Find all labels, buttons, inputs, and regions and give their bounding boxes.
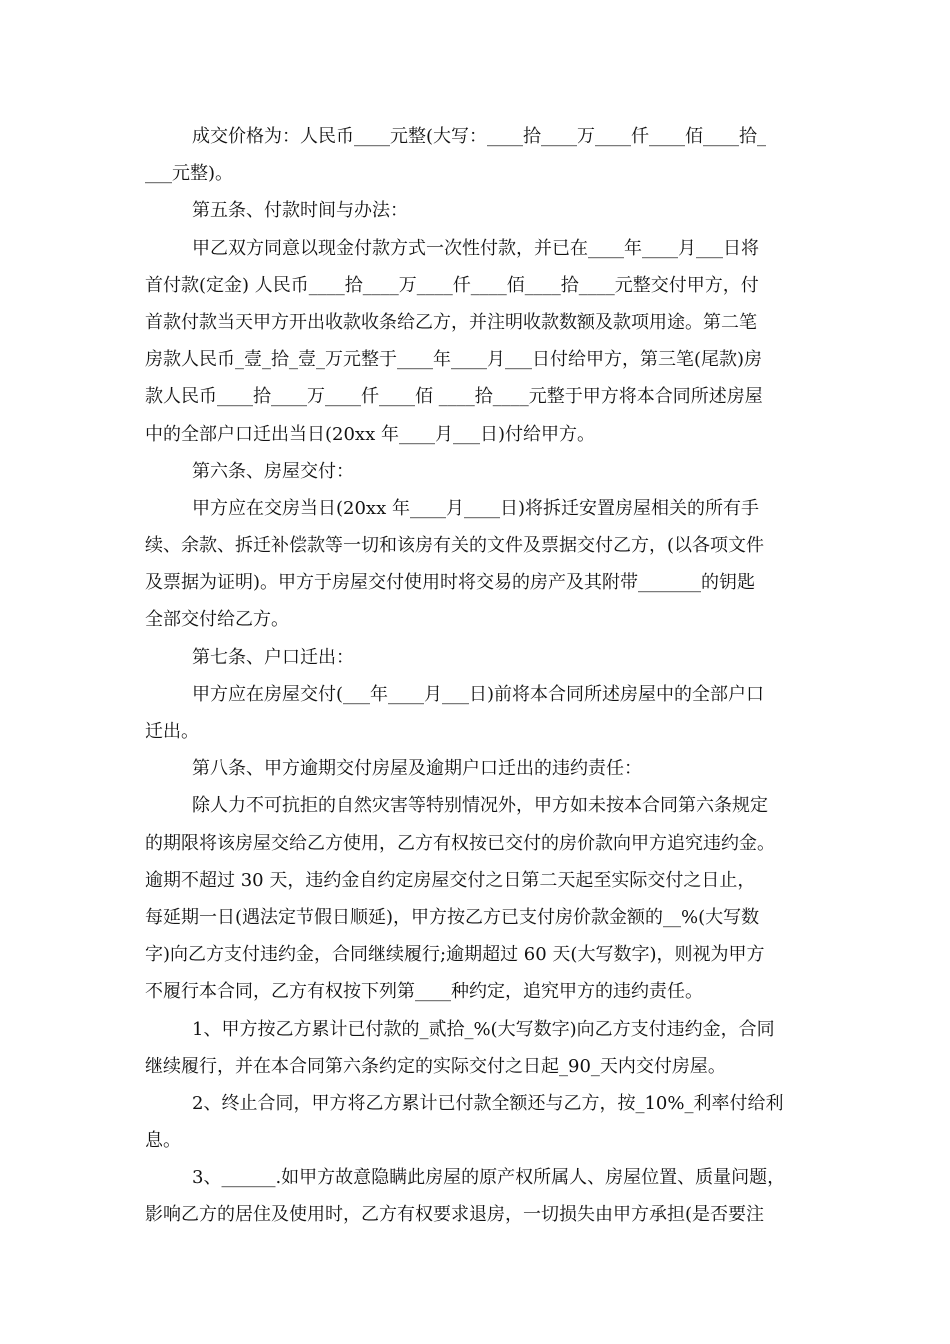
text-line: 息。 <box>145 1130 181 1152</box>
text-line: 迁出。 <box>145 721 199 742</box>
text-line: 每延期一日(遇法定节假日顺延)，甲方按乙方已支付房价款金额的__%(大写数 <box>145 906 760 928</box>
section-heading: 第五条、付款时间与办法： <box>192 200 408 222</box>
text-line: 不履行本合同，乙方有权按下列第____种约定，追究甲方的违约责任。 <box>145 981 703 1003</box>
text-line: 及票据为证明)。甲方于房屋交付使用时将交易的房产及其附带_______的钥匙 <box>145 572 756 594</box>
text-line: 中的全部户口迁出当日(20xx 年____月___日)付给甲方。 <box>145 423 595 445</box>
text-line: 逾期不超过 30 天，违约金自约定房屋交付之日第二天起至实际交付之日止， <box>145 869 756 891</box>
text-line: 除人力不可抗拒的自然灾害等特别情况外，甲方如未按本合同第六条规定 <box>192 795 768 817</box>
section-heading: 第八条、甲方逾期交付房屋及逾期户口迁出的违约责任： <box>192 758 642 780</box>
section-heading: 第七条、户口迁出： <box>192 646 354 668</box>
text-line: 的期限将该房屋交给乙方使用，乙方有权按已交付的房价款向甲方追究违约金。 <box>145 832 775 854</box>
text-line: 首款付款当天甲方开出收款收条给乙方，并注明收款数额及款项用途。第二笔 <box>145 311 757 333</box>
text-line: 房款人民币_壹_拾_壹_万元整于____年____月___日付给甲方，第三笔(尾款)房 <box>145 349 763 371</box>
text-line: 首付款(定金) 人民币____拾____万____仟____佰____拾____元整交付甲方，付 <box>145 274 759 296</box>
list-item: 3、______.如甲方故意隐瞒此房屋的原产权所属人、房屋位置、质量问题， <box>192 1167 786 1189</box>
list-item: 1、甲方按乙方累计已付款的_贰拾_%(大写数字)向乙方支付违约金，合同 <box>192 1018 775 1040</box>
text-line: 甲方应在房屋交付(___年____月___日)前将本合同所述房屋中的全部户口 <box>192 683 765 705</box>
text-line: 成交价格为：人民币____元整(大写：____拾____万____仟____佰____拾_ <box>192 126 767 147</box>
text-line: 继续履行，并在本合同第六条约定的实际交付之日起_90_天内交付房屋。 <box>145 1055 726 1077</box>
text-line: 影响乙方的居住及使用时，乙方有权要求退房，一切损失由甲方承担(是否要注 <box>145 1204 765 1226</box>
text-line: 全部交付给乙方。 <box>145 609 289 631</box>
list-item: 2、终止合同，甲方将乙方累计已付款全额还与乙方，按_10%_利率付给利 <box>192 1092 784 1114</box>
text-line: 字)向乙方支付违约金，合同继续履行;逾期超过 60 天(大写数字)，则视为甲方 <box>145 944 765 966</box>
text-line: 甲方应在交房当日(20xx 年____月____日)将拆迁安置房屋相关的所有手 <box>192 497 759 519</box>
section-heading: 第六条、房屋交付： <box>192 460 354 482</box>
text-line: 甲乙双方同意以现金付款方式一次性付款，并已在____年____月___日将 <box>192 237 759 259</box>
text-line: ___元整)。 <box>145 163 234 185</box>
text-line: 续、余款、拆迁补偿款等一切和该房有关的文件及票据交付乙方，(以各项文件 <box>145 535 765 557</box>
text-line: 款人民币____拾____万____仟____佰 ____拾____元整于甲方将本合同所述房屋 <box>145 386 763 408</box>
contract-page <box>145 118 810 1234</box>
